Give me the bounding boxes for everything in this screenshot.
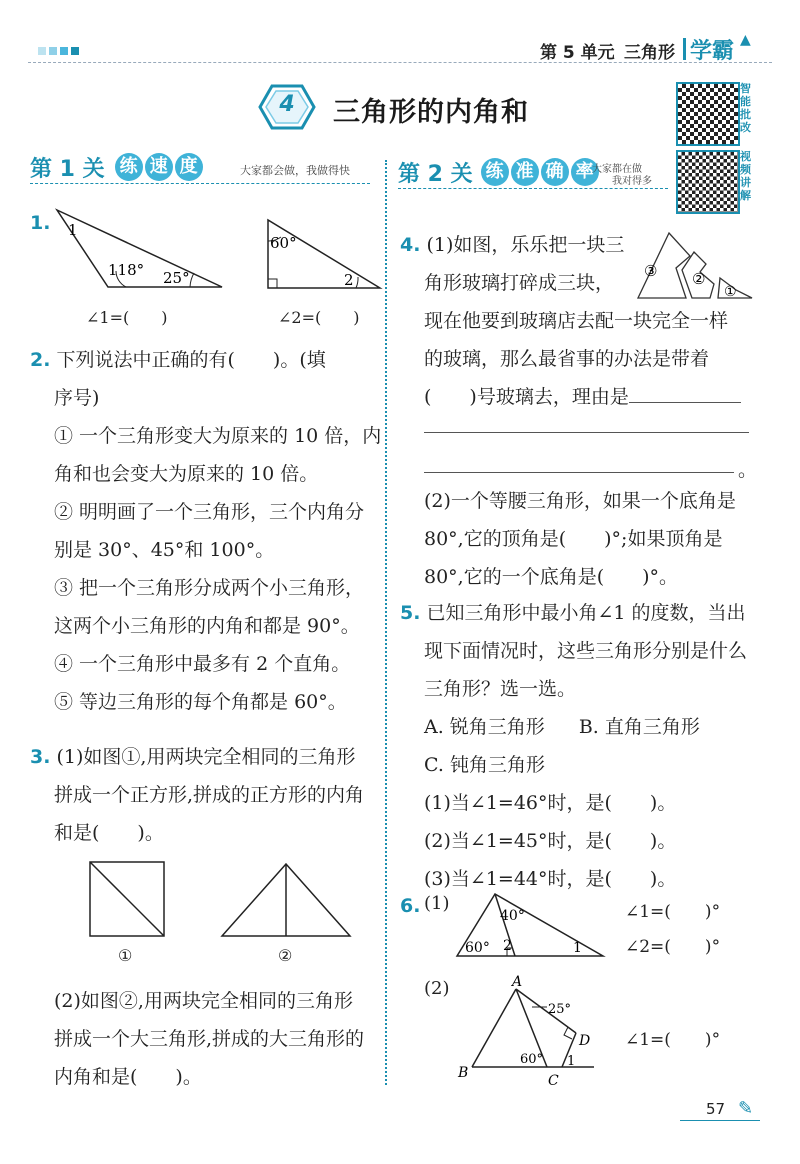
- question-4-part-2: [424, 482, 764, 596]
- q4-line-5: ( )号玻璃去，理由是: [424, 386, 629, 408]
- question-3-number: 3.: [30, 746, 51, 768]
- q3-p2-line-2: 拼成一个大三角形,拼成的大三角形的: [54, 1028, 365, 1050]
- q5-stem-1: 已知三角形中最小角∠1 的度数，当出: [426, 602, 746, 624]
- level-2-tag-char: 准: [511, 158, 539, 186]
- page-number: 57: [706, 1100, 726, 1118]
- q4-line-4: 的玻璃，那么最省事的办法是带着: [424, 348, 710, 370]
- q3-p1-line-2: 拼成一个正方形,拼成的正方形的内角: [54, 784, 365, 806]
- level-2-underline: [398, 188, 668, 189]
- q2-stem-1: 下列说法中正确的有( )。(填: [56, 349, 326, 371]
- question-6-number: 6.: [400, 895, 421, 917]
- q3-caption-2: ②: [278, 946, 293, 965]
- topic-label: 三角形: [624, 43, 675, 63]
- q6-fig1-angle-60: 60°: [465, 940, 490, 956]
- level-1-name: 第 1 关: [30, 156, 105, 182]
- q5-stem-3: 三角形？选一选。: [424, 678, 577, 700]
- q3-p1-line-3: 和是( )。: [54, 822, 164, 844]
- level-2-tag-char: 率: [571, 158, 599, 186]
- qr-code-video[interactable]: [676, 150, 740, 214]
- q6-fig2-point-d: D: [579, 1033, 591, 1049]
- footer-rule: [680, 1120, 760, 1121]
- level-2-hint-1: 大家都在做: [592, 164, 642, 175]
- q3-p2-line-3: 内角和是( )。: [54, 1066, 202, 1088]
- question-2: [30, 341, 385, 721]
- level-1-tag-char: 速: [145, 153, 173, 181]
- question-1-number: 1.: [30, 212, 51, 234]
- q6-fig2-point-a: A: [512, 975, 523, 990]
- question-3-part-2: [54, 982, 389, 1096]
- q1-answer-1[interactable]: ∠1=( ): [86, 308, 168, 327]
- q6-fig1-angle-2: 2: [503, 938, 512, 954]
- q5-case-3[interactable]: (3)当∠1=44°时，是( )。: [424, 868, 677, 890]
- q1-answer-2[interactable]: ∠2=( ): [278, 308, 360, 327]
- q2-option-2a: ② 明明画了一个三角形，三个内角分: [54, 501, 365, 523]
- q1-fig1-angle-118: 118°: [108, 261, 145, 279]
- q6-part-2-label: (2): [424, 978, 450, 999]
- qr-code-grading[interactable]: [676, 82, 740, 146]
- q3-figure-triangle: [220, 860, 355, 940]
- header-rule: [28, 62, 772, 64]
- q5-option-a: A. 锐角三角形: [424, 716, 545, 738]
- page-title: 三角形的内角和: [333, 97, 529, 128]
- q3-p2-line-1: (2)如图②,用两块完全相同的三角形: [54, 990, 353, 1012]
- q1-fig1-angle-1: 1: [68, 221, 78, 239]
- header-decoration: [38, 47, 79, 55]
- q2-option-1a: ① 一个三角形变大为原来的 10 倍，内: [54, 425, 382, 447]
- level-1-tag-char: 练: [115, 153, 143, 181]
- unit-label: 第 5 单元: [540, 43, 615, 63]
- q5-option-b: B. 直角三角形: [578, 716, 700, 738]
- q6-figure-1: [455, 892, 607, 960]
- q2-option-2b: 别是 30°、45°和 100°。: [54, 539, 275, 561]
- level-1-banner: [30, 150, 205, 184]
- mortarboard-icon: ▲: [740, 32, 751, 48]
- q3-figure-square: [88, 860, 168, 940]
- q6-fig1-angle-40: 40°: [500, 908, 525, 924]
- q2-stem-2: 序号): [54, 387, 100, 409]
- question-5: [400, 594, 760, 898]
- q6-part-1-label: (1): [424, 893, 450, 914]
- level-2-tag-char: 练: [481, 158, 509, 186]
- qr-label-video: 视频讲解: [740, 150, 751, 202]
- question-5-number: 5.: [400, 602, 421, 624]
- q5-case-2[interactable]: (2)当∠1=45°时，是( )。: [424, 830, 677, 852]
- q5-option-c: C. 钝角三角形: [424, 754, 545, 776]
- q4-line-2: 角形玻璃打碎成三块，: [424, 272, 615, 294]
- q2-option-3b: 这两个小三角形的内角和都是 90°。: [54, 615, 360, 637]
- q6-fig2-point-b: B: [458, 1065, 469, 1081]
- q4-glass-figure: [636, 230, 754, 302]
- glass-piece-2: ②: [692, 270, 706, 288]
- section-number: 4: [279, 92, 295, 117]
- q5-stem-2: 现下面情况时，这些三角形分别是什么: [424, 640, 748, 662]
- q6-fig2-point-c: C: [548, 1073, 559, 1087]
- q3-p1-line-1: (1)如图①,用两块完全相同的三角形: [56, 746, 356, 768]
- q2-option-3a: ③ 把一个三角形分成两个小三角形，: [54, 577, 365, 599]
- level-1-tag-char: 度: [175, 153, 203, 181]
- pencil-icon: ✎: [738, 1098, 754, 1119]
- q4-p2-line-3: 80°,它的一个底角是( )°。: [424, 566, 679, 588]
- q2-option-1b: 角和也会变大为原来的 10 倍。: [54, 463, 319, 485]
- q1-fig2-angle-60: 60°: [270, 234, 297, 252]
- question-2-number: 2.: [30, 349, 51, 371]
- level-1-hint: 大家都会做，我做得快: [240, 164, 350, 177]
- brand-logo: 学霸: [690, 39, 735, 64]
- q6-figure-2: [452, 975, 602, 1087]
- q4-line-1: (1)如图，乐乐把一块三: [426, 234, 625, 256]
- q1-figure-2: [262, 215, 392, 295]
- brand-divider: [683, 38, 686, 60]
- q6-answer-angle-2[interactable]: ∠2=( )°: [625, 937, 721, 957]
- question-3-part-1: [30, 738, 385, 852]
- q1-fig1-angle-25: 25°: [163, 269, 190, 287]
- q5-case-1[interactable]: (1)当∠1=46°时，是( )。: [424, 792, 677, 814]
- question-4-number: 4.: [400, 234, 421, 256]
- q6-fig2-angle-25: 25°: [548, 1002, 572, 1017]
- q1-fig2-angle-2: 2: [344, 271, 354, 289]
- q2-option-4: ④ 一个三角形中最多有 2 个直角。: [54, 653, 351, 675]
- q3-caption-1: ①: [118, 946, 133, 965]
- q4-line-3: 现在他要到玻璃店去配一块完全一样: [424, 310, 729, 332]
- level-2-banner: [398, 155, 601, 189]
- qr-label-grading: 智能批改: [740, 82, 751, 134]
- q6-fig1-angle-1: 1: [573, 940, 582, 956]
- q6-answer-angle-1-part-2[interactable]: ∠1=( )°: [625, 1030, 721, 1050]
- q2-option-5: ⑤ 等边三角形的每个角都是 60°。: [54, 691, 347, 713]
- level-2-tag-char: 确: [541, 158, 569, 186]
- q6-answer-angle-1[interactable]: ∠1=( )°: [625, 902, 721, 922]
- q4-reason-blank-2[interactable]: [424, 432, 749, 433]
- q1-figure-1: [50, 205, 230, 295]
- q4-reason-end: 。: [738, 459, 758, 481]
- level-2-hint-2: 我对得多: [612, 176, 652, 187]
- glass-piece-1: ①: [724, 284, 737, 300]
- level-1-underline: [30, 183, 370, 184]
- q6-fig2-angle-60: 60°: [520, 1052, 544, 1067]
- q4-reason-blank-3[interactable]: [424, 472, 734, 473]
- q6-fig2-angle-1: 1: [567, 1054, 576, 1069]
- q4-p2-line-2: 80°,它的顶角是( )°;如果顶角是: [424, 528, 723, 550]
- level-2-name: 第 2 关: [398, 161, 473, 187]
- column-divider: [385, 160, 387, 1085]
- glass-piece-3: ③: [644, 262, 658, 280]
- q4-p2-line-1: (2)一个等腰三角形，如果一个底角是: [424, 490, 736, 512]
- q4-reason-blank-1[interactable]: [629, 402, 741, 403]
